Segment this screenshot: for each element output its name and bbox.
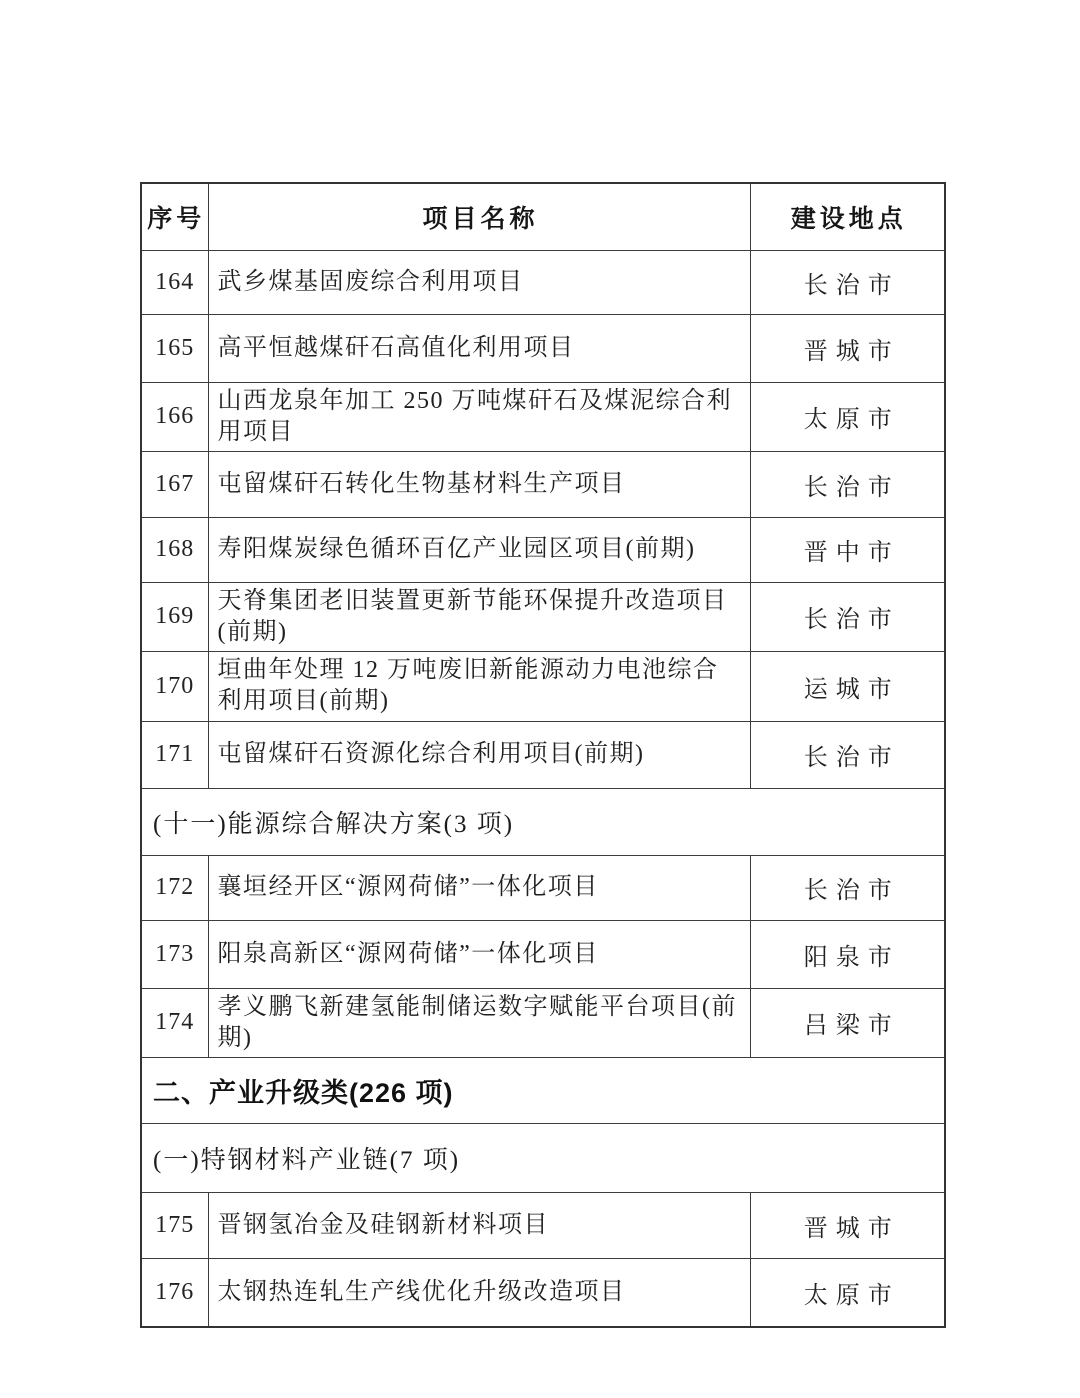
project-name: 襄垣经开区“源网荷储”一体化项目 (208, 855, 750, 920)
table-row (141, 920, 945, 988)
project-name: 太钢热连轧生产线优化升级改造项目 (208, 1258, 750, 1327)
row-no: 173 (141, 920, 208, 988)
project-name: 阳泉高新区“源网荷储”一体化项目 (208, 920, 750, 988)
project-name: 山西龙泉年加工 250 万吨煤矸石及煤泥综合利用项目 (208, 382, 750, 451)
project-location: 长治市 (750, 855, 945, 920)
row-no: 169 (141, 582, 208, 651)
row-no: 170 (141, 651, 208, 721)
project-location: 长治市 (750, 582, 945, 651)
row-no: 165 (141, 314, 208, 382)
project-name: 高平恒越煤矸石高值化利用项目 (208, 314, 750, 382)
section-header-row (141, 1123, 945, 1192)
project-name: 晋钢氢冶金及硅钢新材料项目 (208, 1192, 750, 1258)
row-no: 175 (141, 1192, 208, 1258)
section-header-row (141, 1057, 945, 1123)
table-row (141, 855, 945, 920)
table-row (141, 721, 945, 788)
table-row (141, 314, 945, 382)
project-location: 晋城市 (750, 314, 945, 382)
row-no: 168 (141, 517, 208, 582)
project-name: 孝义鹏飞新建氢能制储运数字赋能平台项目(前期) (208, 988, 750, 1057)
table-row (141, 1258, 945, 1327)
project-location: 吕梁市 (750, 988, 945, 1057)
project-name: 屯留煤矸石资源化综合利用项目(前期) (208, 721, 750, 788)
row-no: 166 (141, 382, 208, 451)
project-location: 长治市 (750, 721, 945, 788)
table-header-row (141, 183, 945, 250)
table-row (141, 451, 945, 517)
project-location: 晋城市 (750, 1192, 945, 1258)
column-header-no: 序号 (141, 183, 208, 250)
project-name: 天脊集团老旧装置更新节能环保提升改造项目(前期) (208, 582, 750, 651)
project-location: 晋中市 (750, 517, 945, 582)
table-row (141, 517, 945, 582)
project-name: 垣曲年处理 12 万吨废旧新能源动力电池综合利用项目(前期) (208, 651, 750, 721)
project-location: 长治市 (750, 250, 945, 314)
row-no: 176 (141, 1258, 208, 1327)
project-name: 寿阳煤炭绿色循环百亿产业园区项目(前期) (208, 517, 750, 582)
project-location: 阳泉市 (750, 920, 945, 988)
column-header-location: 建设地点 (750, 183, 945, 250)
section-header: 二、产业升级类(226 项) (141, 1057, 945, 1123)
project-location: 长治市 (750, 451, 945, 517)
project-name: 屯留煤矸石转化生物基材料生产项目 (208, 451, 750, 517)
project-location: 运城市 (750, 651, 945, 721)
section-header: (十一)能源综合解决方案(3 项) (141, 788, 945, 855)
table-row (141, 988, 945, 1057)
table-row (141, 382, 945, 451)
project-location: 太原市 (750, 382, 945, 451)
project-table (140, 182, 946, 1328)
table-row (141, 1192, 945, 1258)
column-header-name: 项目名称 (208, 183, 750, 250)
project-name: 武乡煤基固废综合利用项目 (208, 250, 750, 314)
table-row (141, 582, 945, 651)
table-row (141, 651, 945, 721)
row-no: 167 (141, 451, 208, 517)
table-row (141, 250, 945, 314)
section-header: (一)特钢材料产业链(7 项) (141, 1123, 945, 1192)
project-location: 太原市 (750, 1258, 945, 1327)
row-no: 172 (141, 855, 208, 920)
row-no: 164 (141, 250, 208, 314)
section-header-row (141, 788, 945, 855)
row-no: 171 (141, 721, 208, 788)
row-no: 174 (141, 988, 208, 1057)
